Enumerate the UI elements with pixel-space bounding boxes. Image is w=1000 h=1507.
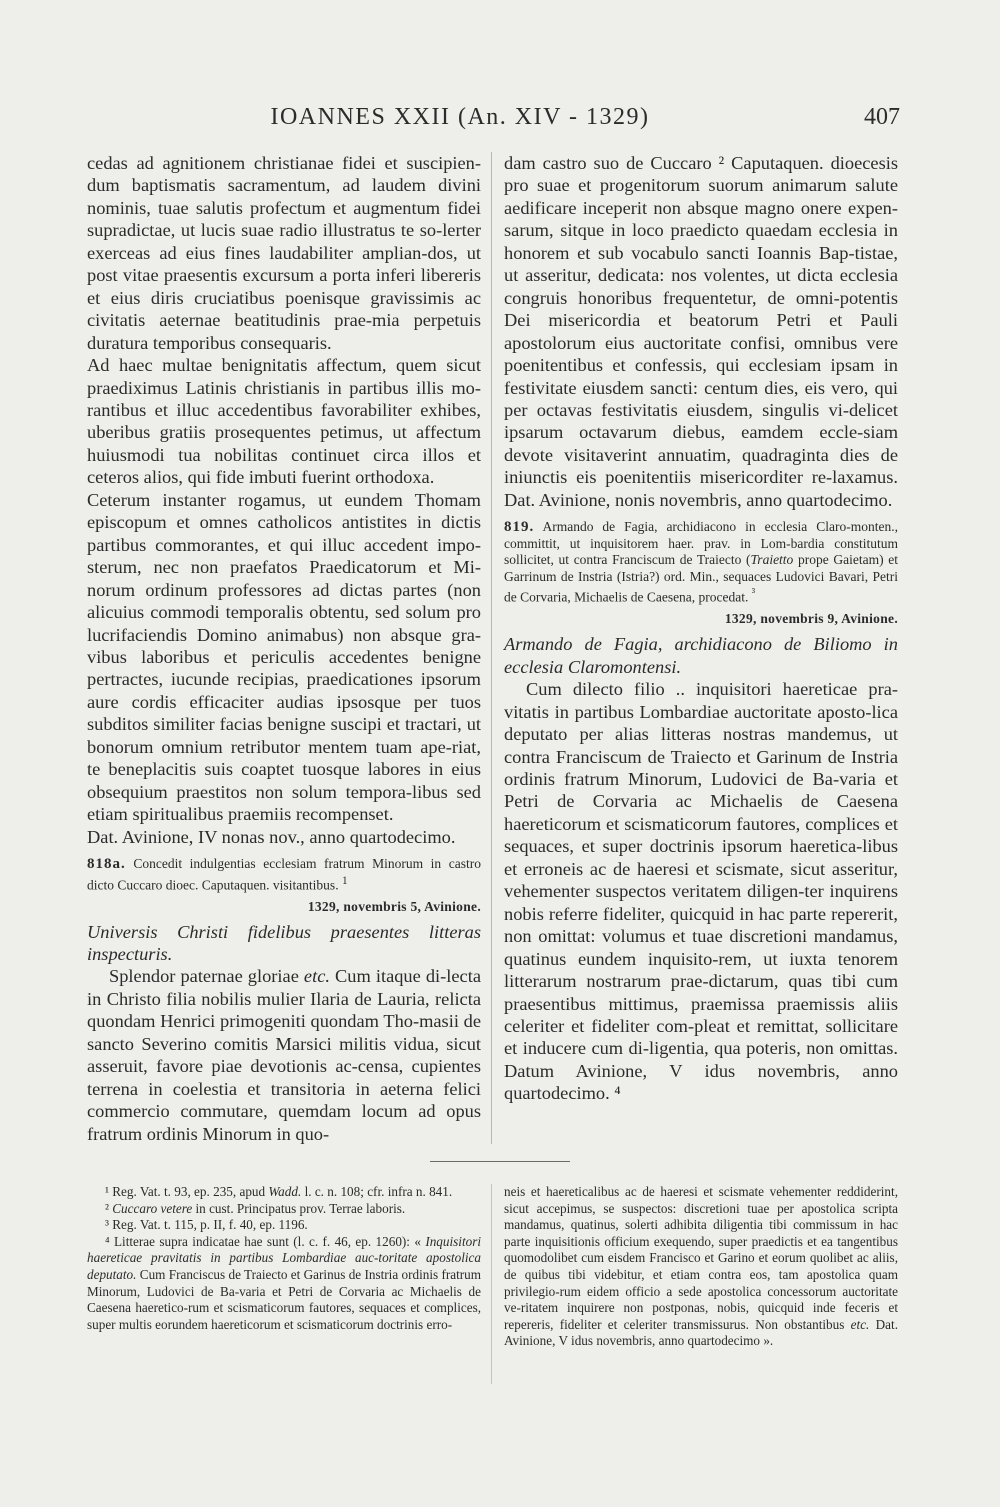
footnote-4-continued bbox=[504, 1184, 898, 1350]
paragraph: cedas ad agnitionem christianae fidei et suscipien-dum baptismatis sacramentum, ad laudem divini nominis, tuae salutis profectum et augmentum fidei supradictae, ut lucis suae radio illustratus te so-lerter exerceas ad eius fines laudabiliter amplian-dos, ut post vitae praesentis excursum a porta inferi libereris et eius diris cruciatibus poenisque gravissimis ac civitatis aeternae beatitudinis prae-mia perpetuis duratura temporibus consequaris. bbox=[87, 153, 481, 353]
footnote-text: l. c. n. 108; cfr. infra n. 841. bbox=[304, 1184, 453, 1199]
footnote-rule bbox=[430, 1161, 570, 1162]
document-number: 819. bbox=[504, 519, 535, 536]
footnote-ref: ³ bbox=[751, 587, 756, 600]
footnote-italic: Cuccaro vetere bbox=[112, 1200, 193, 1216]
footnote-italic: etc. bbox=[850, 1316, 870, 1332]
document-summary-a: Armando de Fagia, archidiacono in ecclesia Claro-monten., committit, ut inquisitorem haer. prav. in Lom-bardia constitutum sollicitet, ut contra Franciscum de Traiecto ( bbox=[504, 519, 898, 568]
paragraph: dam castro suo de Cuccaro ² Caputaquen. dioecesis pro suae et progenitorum suorum animarum salute aedificare inceperit non absque magno onere expen-sarum, sitque in loco praedicto quaedam ecclesia in honorem et sub vocabulo sancti Ioannis Bap-tistae, ut asseritur, dedicata: nos volentes, ut dicta ecclesia congruis honoribus frequentetur, de omni-potentis Dei misericordia et beatorum Petri et Pauli apostolorum eius auctoritate confisi, omnibus vere poenitentibus et confessis, qui ecclesiam ipsam in festivitate eiusdem sancti: centum dies, eis vero, qui per octavas festivitatis eiusdem, singulis vi-delicet ipsarum octavarum diebus, eamdem eccle-siam devote visitaverint annuatim, quadraginta dies de iniunctis eis poenitentiis misericorditer re-laxamus. Dat. Avinione, nonis novembris, anno quartodecimo. bbox=[504, 153, 898, 510]
document-818a-heading bbox=[87, 856, 481, 894]
document-text bbox=[87, 965, 481, 1145]
incipit: Splendor paternae gloriae bbox=[109, 966, 299, 987]
column-divider bbox=[491, 152, 492, 1144]
footnote-1 bbox=[87, 1184, 481, 1201]
footnote-text: neis et haereticalibus ac de haeresi et scismate vehementer reddiderint, sicut accepimus, se suspectos: discretioni tuae per apostolica scripta mandamus, quatinus, solerti adhibita diligentia tibi commissum in hac parte inquisitionis officium exequendo, super praedictis et ea tangentibus quomodolibet cum eisdem Francisco et Garino et eorum quolibet ac aliis, de quibus tibi videbitur, et etiam contra eos, tam apostolica quam privilegio-rum eidem officio a sede apostolica concessorum auctoritate ve-ritatem inquirere non postponas, nobis, quicquid inde feceris et repereris, fideliter et celeriter transmissurus. Non obstantibus bbox=[504, 1184, 898, 1332]
paragraph: Ad haec multae benignitatis affectum, quem sicut praediximus Latinis christianis in partibus illis mo-rantibus et illuc accedentibus favorabiliter exhibes, uberibus gratiis prosequentes petimus, ut affectum huiusmodi tua nobilitas continuet circa illos et ceteros alios, qui fide imbuti fuerint orthodoxa. bbox=[87, 355, 481, 488]
footnote-italic: Wadd. bbox=[268, 1184, 302, 1199]
footnote-2 bbox=[87, 1201, 481, 1218]
footnote-text: Dat. Avinione, V idus novembris, anno quartodecimo ». bbox=[504, 1316, 898, 1349]
document-summary-italic: Traietto bbox=[750, 552, 794, 568]
footnotes-right bbox=[504, 1184, 898, 1350]
footnote-3: ³ Reg. Vat. t. 115, p. II, f. 40, ep. 1196. bbox=[105, 1217, 308, 1233]
dating-clause: Dat. Avinione, IV nonas nov., anno quartodecimo. bbox=[87, 826, 456, 847]
footnote-italic: Inquisitori haereticae pravitatis in partibus Lombardiae auc-toritate apostolica deputato. bbox=[87, 1233, 481, 1282]
etc-abbrev: etc. bbox=[303, 966, 330, 987]
footnote-text: ¹ Reg. Vat. t. 93, ep. 235, apud bbox=[105, 1184, 266, 1199]
document-summary-b: prope Gaietam) et Garrinum de Instria (Istria?) ord. Min., sequaces Ludovici Bavari, Petri de Corvaria, Michaelis de Caesena, procedat. bbox=[504, 552, 899, 605]
footnote-text: ⁴ Litterae supra indicatae hae sunt (l. c. f. 46, ep. 1260): « bbox=[105, 1233, 421, 1249]
footnote-text: Cum Franciscus de Traiecto et Garinus de Instria ordinis fratrum Minorum, Ludovici de Ba-varia et Petri de Corvaria ac Michaelis de Caesena haeretico-rum et scismaticorum fautores, sequaces et complices, super multis eorundem haereticorum et scismaticorum doctrinis erro- bbox=[87, 1266, 481, 1332]
page-number: 407 bbox=[864, 104, 900, 130]
right-column bbox=[504, 152, 898, 1105]
document-summary: Concedit indulgentias ecclesiam fratrum Minorum in castro dicto Cuccaro dioec. Caputaquen. visitantibus. bbox=[87, 856, 482, 893]
document-text-body: Cum itaque di-lecta in Christo filia nobilis mulier Ilaria de Lauria, relicta quondam Henrici primogeniti quondam Tho-masii de sancto Severino comitis Marsici militis vidua, sicut asseruit, favore piae devotionis ac-censa, cupientes terrena in coelestia et transitoria in aeterna felici commercio commutare, quemdam locum ad opus fratrum ordinis Minorum in quo- bbox=[87, 966, 481, 1144]
footnote-column-divider bbox=[491, 1184, 492, 1384]
document-date: 1329, novembris 5, Avinione. bbox=[307, 898, 481, 914]
document-819-heading bbox=[504, 519, 898, 606]
addressee: Armando de Fagia, archidiacono de Biliomo in ecclesia Claromontensi. bbox=[504, 634, 898, 677]
paragraph: Ceterum instanter rogamus, ut eundem Thomam episcopum et omnes catholicos antistites in dictis partibus commorantes, et qui illuc accedent impo-sterum, nec non praefatos Praedicatorum et Mi-norum ordinum professores ad dictas partes (non alicuius commodi temporalis obtentu, sed solum pro lucrifaciendis Domino animabus) non absque gra-vibus laboribus et periculis accedentes benigne pertractes, iucunde recipias, praedicationes ipsorum aure cordis efficaciter audias ipsosque per tuos subditos similiter facias benigne suscipi et tractari, ut bonorum omnium retributor mentem tuam ape-riat, te beneplacitis suis coaptet tuosque labores in eius obsequium praestitos non solum tempora-libus sed etiam spiritualibus praemiis recompenset. bbox=[87, 489, 481, 825]
left-column bbox=[87, 152, 481, 1145]
document-number: 818a. bbox=[87, 856, 126, 873]
document-text: Cum dilecto filio .. inquisitori haereticae pra-vitatis in partibus Lombardiae auctoritate aposto-lica deputato per alias litteras nostras mandemus, ut contra Franciscum de Traiecto et Garinum de Instria ordinis fratrum Minorum, Ludovici de Ba-varia et Petri de Corvaria ac Michaelis de Caesena haereticorum et scismaticorum fautores, complices et sequaces, et super doctrinis ipsorum haeretica-libus et erroneis ac de haeresi et scismate, sicut asseritur, vehementer suspectos veritatem diligen-ter inquirens nobis referre fideliter, quicquid in hac parte repererit, non omittat: volumus et tuae discretioni mandamus, quatinus eundem inquisito-rem, ut iuxta tenorem litterarum nostrarum prae-dictarum, quas tibi cum praesentibus mittimus, praemissa praemissis aliis celeriter et fideliter com-pleat et remittat, sollicitare et inducere cum di-ligentia, qua poteris, non omittas. Datum Avinione, V idus novembris, anno quartodecimo. ⁴ bbox=[504, 679, 898, 1104]
footnote-4 bbox=[87, 1234, 481, 1334]
running-title: IOANNES XXII (An. XIV - 1329) bbox=[270, 104, 650, 130]
running-head bbox=[80, 104, 900, 140]
document-date: 1329, novembris 9, Avinione. bbox=[724, 611, 898, 627]
footnotes-left bbox=[87, 1184, 481, 1333]
footnote-text: in cust. Principatus prov. Terrae laboris. bbox=[195, 1200, 406, 1216]
footnote-text: ² bbox=[105, 1200, 109, 1216]
footnote-ref: 1 bbox=[341, 874, 348, 887]
addressee: Universis Christi fidelibus praesentes litteras inspecturis. bbox=[87, 921, 481, 964]
